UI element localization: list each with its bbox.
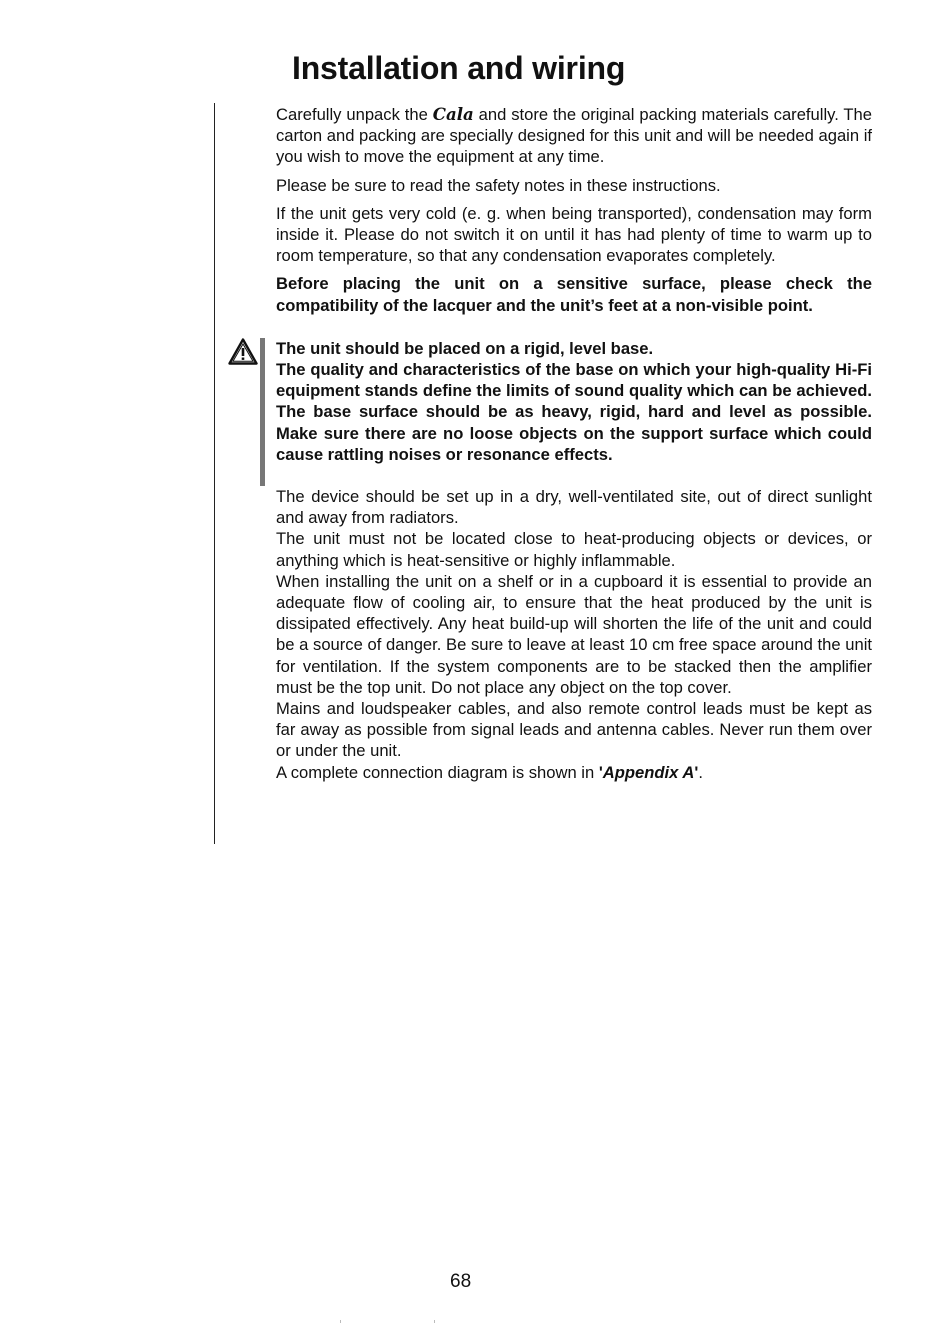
warning-triangle-icon (228, 338, 258, 365)
paragraph-lacquer-check: Before placing the unit on a sensitive surface, please check the compatibility of the lacquer and the unit’s feet at a non-visible point. (276, 274, 872, 315)
warning-block (276, 338, 872, 465)
scan-mark (340, 1320, 341, 1323)
quote-open: ' (598, 762, 603, 782)
scan-mark (434, 1320, 435, 1323)
brand-logo: Cala (432, 104, 474, 124)
paragraph-unpack-text-a: Carefully unpack the (276, 105, 433, 124)
page-title: Installation and wiring (292, 50, 626, 86)
margin-rule (214, 103, 215, 844)
paragraph-unpack (276, 104, 872, 168)
warning-bar (260, 338, 265, 486)
body-text (276, 104, 872, 783)
paragraph-cables: Mains and loudspeaker cables, and also remote control leads must be kept as far away as possible from signal leads and antenna cables. Never run them over or under the unit. (276, 699, 872, 761)
quote-close: ' (694, 762, 699, 782)
paragraph-safety-notes: Please be sure to read the safety notes in these instructions. (276, 175, 721, 195)
page-number: 68 (450, 1271, 472, 1292)
warning-base-quality: The quality and characteristics of the base on which your high-quality Hi-Fi equipment stands define the limits of sound quality which can be achieved. The base surface should be as heavy, rigid, hard and level as possible. Make sure there are no loose objects on the support surface which could cause rattling noises or resonance effects. (276, 360, 872, 464)
warning-rigid-base: The unit should be placed on a rigid, level base. (276, 338, 654, 358)
paragraph-ventilation: When installing the unit on a shelf or in a cupboard it is essential to provide an adequate flow of cooling air, to ensure that the heat produced by the unit is dissipated effectively. Any heat build-up will shorten the life of the unit and could be a source of danger. Be sure to leave at least 10 cm free space around the unit for ventilation. If the system components are to be stacked then the amplifier must be the top unit. Do not place any object on the top cover. (276, 571, 872, 697)
paragraph-condensation: If the unit gets very cold (e. g. when being transported), condensation may form inside it. Please do not switch it on until it has had plenty of time to warm up to room temperature, so that any condensation evaporates completely. (276, 203, 872, 266)
paragraph-dry-site: The device should be set up in a dry, well-ventilated site, out of direct sunlight and away from radiators. (276, 487, 872, 528)
paragraph-unpack-text-b: and store the original packing materials carefully. The carton and packing are specially designed for this unit and will be needed again if you wish to move the equipment at any time. (276, 105, 872, 167)
connection-text: A complete connection diagram is shown in (276, 762, 599, 782)
appendix-reference: Appendix A (602, 762, 695, 782)
paragraph-connection-diagram (276, 762, 872, 783)
connection-period: . (698, 762, 703, 782)
paragraph-heat-objects: The unit must not be located close to heat-producing objects or devices, or anything which is heat-sensitive or highly inflammable. (276, 529, 872, 570)
